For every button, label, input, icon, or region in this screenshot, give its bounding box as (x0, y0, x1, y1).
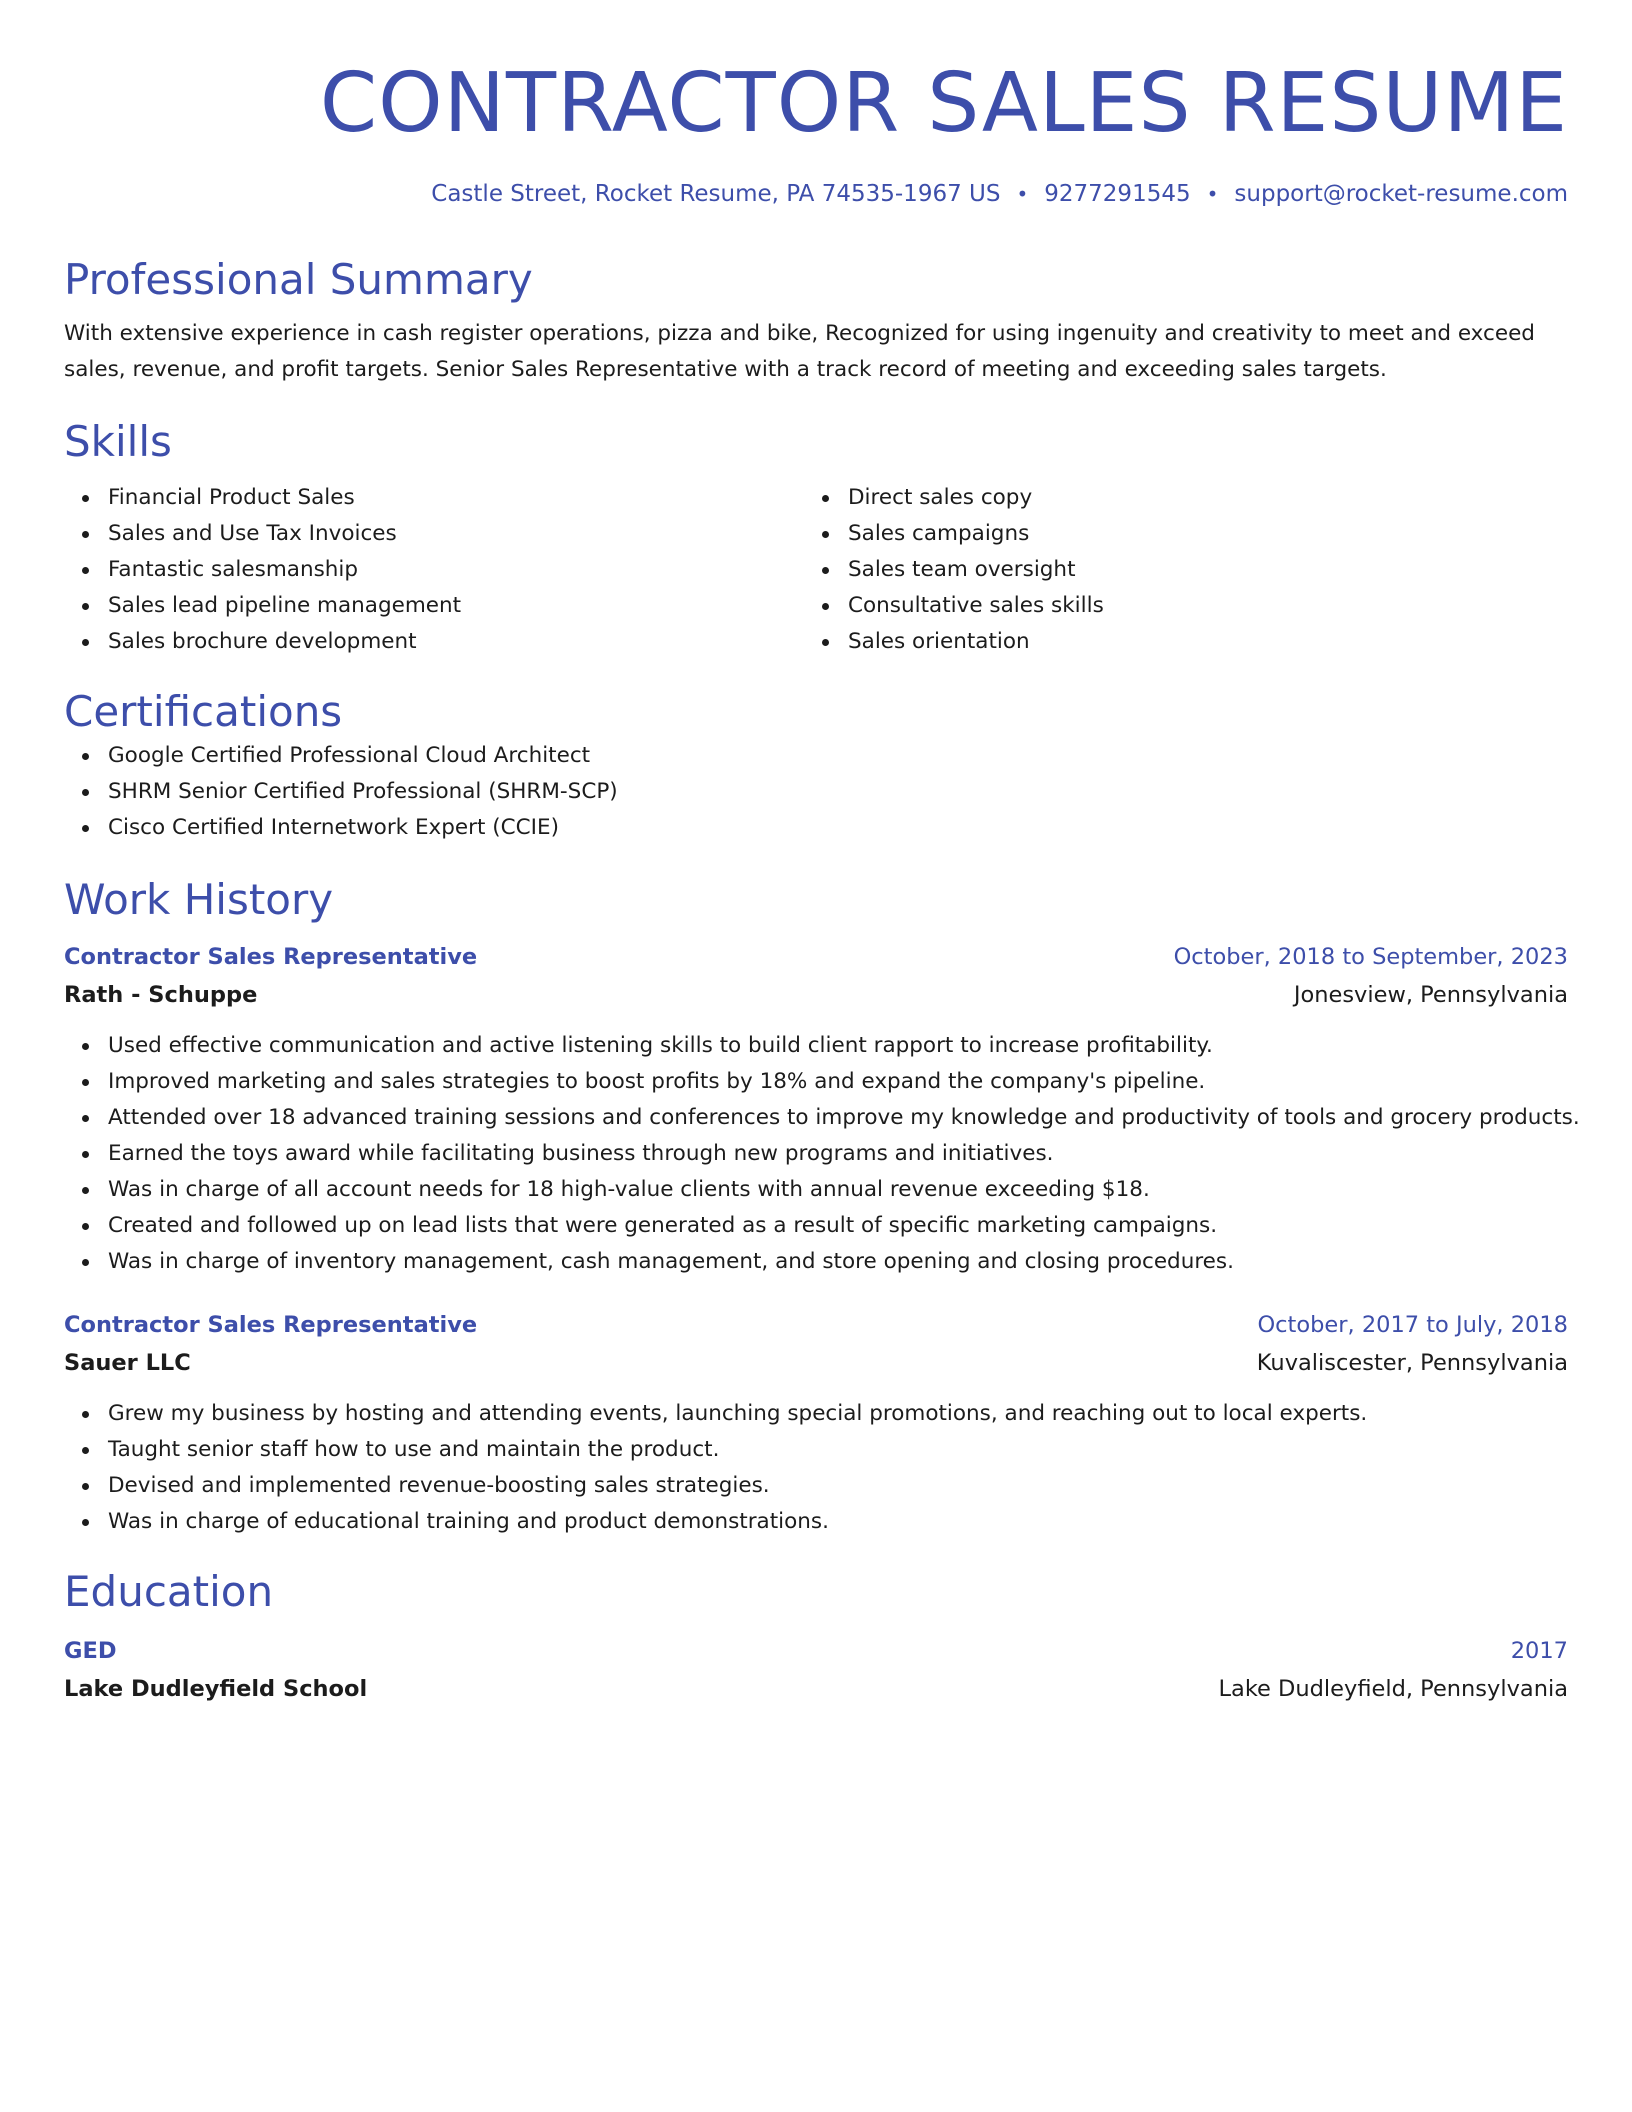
job-company: Rath - Schuppe (64, 982, 258, 1008)
job-company-row (64, 976, 1568, 1014)
skill-item: Fantastic salesmanship (108, 552, 804, 588)
contact-separator: • (1206, 182, 1219, 206)
skill-item: Financial Product Sales (108, 480, 804, 516)
skills-list-left (64, 480, 804, 660)
job-duty: Used effective communication and active listening skills to build client rapport to increase profitability. (108, 1028, 1568, 1064)
skills-heading: Skills (64, 417, 172, 466)
contact-separator: • (1016, 182, 1029, 206)
job-duty: Attended over 18 advanced training sessions and conferences to improve my knowledge and productivity of tools and grocery products. (108, 1100, 1568, 1136)
job-duty: Created and followed up on lead lists that were generated as a result of specific marketing campaigns. (108, 1208, 1568, 1244)
skill-item: Consultative sales skills (848, 588, 1544, 624)
education-heading: Education (64, 1567, 274, 1616)
contact-phone: 9277291545 (1044, 181, 1191, 207)
job-company: Sauer LLC (64, 1350, 191, 1376)
skills-column-right (804, 480, 1544, 660)
skill-item: Sales campaigns (848, 516, 1544, 552)
job-duty: Was in charge of all account needs for 18 high-value clients with annual revenue exceeding $18. (108, 1172, 1568, 1208)
education-year: 2017 (1510, 1638, 1568, 1664)
job-dates: October, 2017 to July, 2018 (1257, 1312, 1568, 1338)
job-duty: Was in charge of inventory management, cash management, and store opening and closing procedures. (108, 1244, 1568, 1280)
job-header-row (64, 1306, 1568, 1344)
skill-item: Sales team oversight (848, 552, 1544, 588)
skills-grid (64, 480, 1568, 660)
skill-item: Sales lead pipeline management (108, 588, 804, 624)
job-location: Jonesview, Pennsylvania (1293, 982, 1568, 1008)
job-duty: Grew my business by hosting and attending events, launching special promotions, and reaching out to local experts. (108, 1396, 1568, 1432)
job-dates: October, 2018 to September, 2023 (1173, 944, 1568, 970)
summary-text: With extensive experience in cash register operations, pizza and bike, Recognized for using ingenuity and creativity to meet and exceed sales, revenue, and profit targets. Senior Sales Representative with a track record of meeting and exceeding sales targets. (64, 321, 1535, 382)
job-duty: Taught senior staff how to use and maintain the product. (108, 1432, 1568, 1468)
skills-column-left (64, 480, 804, 660)
job-entry (64, 1306, 1568, 1540)
education-school: Lake Dudleyfield School (64, 1676, 368, 1702)
job-role: Contractor Sales Representative (64, 1312, 478, 1338)
job-header-row (64, 938, 1568, 976)
job-duty: Was in charge of educational training and product demonstrations. (108, 1504, 1568, 1540)
resume-header (64, 58, 1568, 210)
job-company-row (64, 1344, 1568, 1382)
education-school-row (64, 1670, 1568, 1708)
certification-item: Cisco Certified Internetwork Expert (CCIE) (108, 810, 1568, 846)
work-history-heading: Work History (64, 875, 334, 924)
job-duty: Devised and implemented revenue-boosting sales strategies. (108, 1468, 1568, 1504)
contact-line (64, 178, 1568, 210)
summary-heading: Professional Summary (64, 255, 533, 304)
job-duty: Earned the toys award while facilitating business through new programs and initiatives. (108, 1136, 1568, 1172)
skill-item: Sales brochure development (108, 624, 804, 660)
job-duties-list (64, 1028, 1580, 1280)
job-duty: Improved marketing and sales strategies to boost profits by 18% and expand the company's pipeline. (108, 1064, 1568, 1100)
education-location: Lake Dudleyfield, Pennsylvania (1218, 1676, 1568, 1702)
certifications-list (64, 738, 1568, 846)
skill-item: Direct sales copy (848, 480, 1544, 516)
skill-item: Sales and Use Tax Invoices (108, 516, 804, 552)
certification-item: SHRM Senior Certified Professional (SHRM-SCP) (108, 774, 1568, 810)
education-entry (64, 1632, 1568, 1708)
certifications-heading: Certifications (64, 687, 343, 736)
skills-list-right (804, 480, 1544, 660)
job-duties-list (64, 1396, 1568, 1540)
certification-item: Google Certified Professional Cloud Architect (108, 738, 1568, 774)
job-entry (64, 938, 1580, 1280)
education-degree: GED (64, 1638, 117, 1664)
job-location: Kuvaliscester, Pennsylvania (1256, 1350, 1568, 1376)
contact-email: support@rocket-resume.com (1234, 181, 1568, 207)
education-header-row (64, 1632, 1568, 1670)
job-role: Contractor Sales Representative (64, 944, 478, 970)
skill-item: Sales orientation (848, 624, 1544, 660)
resume-title: CONTRACTOR SALES RESUME (319, 56, 1568, 151)
contact-address: Castle Street, Rocket Resume, PA 74535-1967 US (431, 181, 1001, 207)
